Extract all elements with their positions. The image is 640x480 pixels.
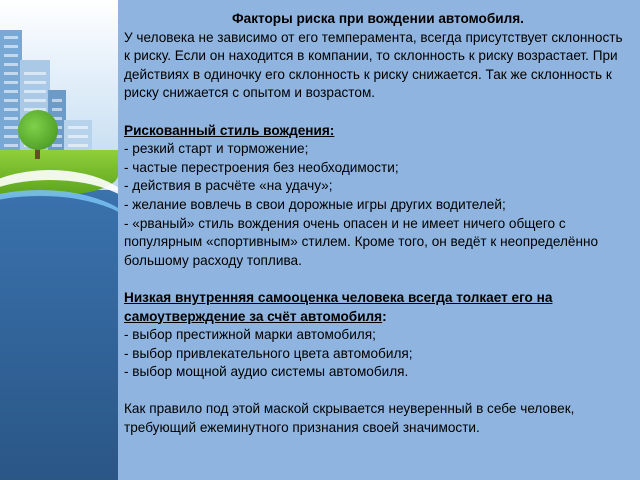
tree-icon (18, 110, 58, 150)
conclusion-paragraph: Как правило под этой маской скрывается неуверенный в себе человек, требующий ежеминутного признания своей значимости. (124, 401, 575, 436)
list-item: - желание вовлечь в свои дорожные игры других водителей; (124, 196, 506, 212)
spacer (124, 270, 632, 289)
decorative-side-strip (0, 0, 118, 480)
heading-colon: : (382, 308, 387, 324)
spacer (124, 103, 632, 122)
content-panel (118, 0, 640, 480)
intro-paragraph: У человека не зависимо от его темперамента, всегда присутствует склонность к риску. Если он находится в компании, то склонность к риску возрастает. При действиях в одиночку его склонность к риску снижается. Так же склонность к риску снижается с опытом и возрастом. (124, 29, 623, 101)
list-item: - действия в расчёте «на удачу»; (124, 178, 333, 194)
list-item: - выбор престижной марки автомобиля; (124, 327, 376, 343)
list-item: - частые перестроения без необходимости; (124, 159, 399, 175)
slide-title: Факторы риска при вождении автомобиля. (232, 11, 524, 26)
list-item: - «рваный» стиль вождения очень опасен и не имеет ничего общего с популярным «спортивным» стилем. Кроме того, он ведёт к неопределённо большому расходу топлива. (124, 215, 599, 268)
section-heading-risky-style: Рискованный стиль вождения: (124, 122, 335, 138)
spacer (124, 382, 632, 401)
section-heading-self-esteem: Низкая внутренняя самооценка человека всегда толкает его на самоутверждение за счёт автомобиля (124, 289, 553, 324)
section-heading-self-esteem-wrapper (124, 289, 632, 326)
decorative-curve (0, 190, 118, 286)
list-item: - выбор привлекательного цвета автомобиля; (124, 345, 413, 361)
list-item: - резкий старт и торможение; (124, 141, 309, 157)
list-item: - выбор мощной аудио системы автомобиля. (124, 364, 409, 380)
